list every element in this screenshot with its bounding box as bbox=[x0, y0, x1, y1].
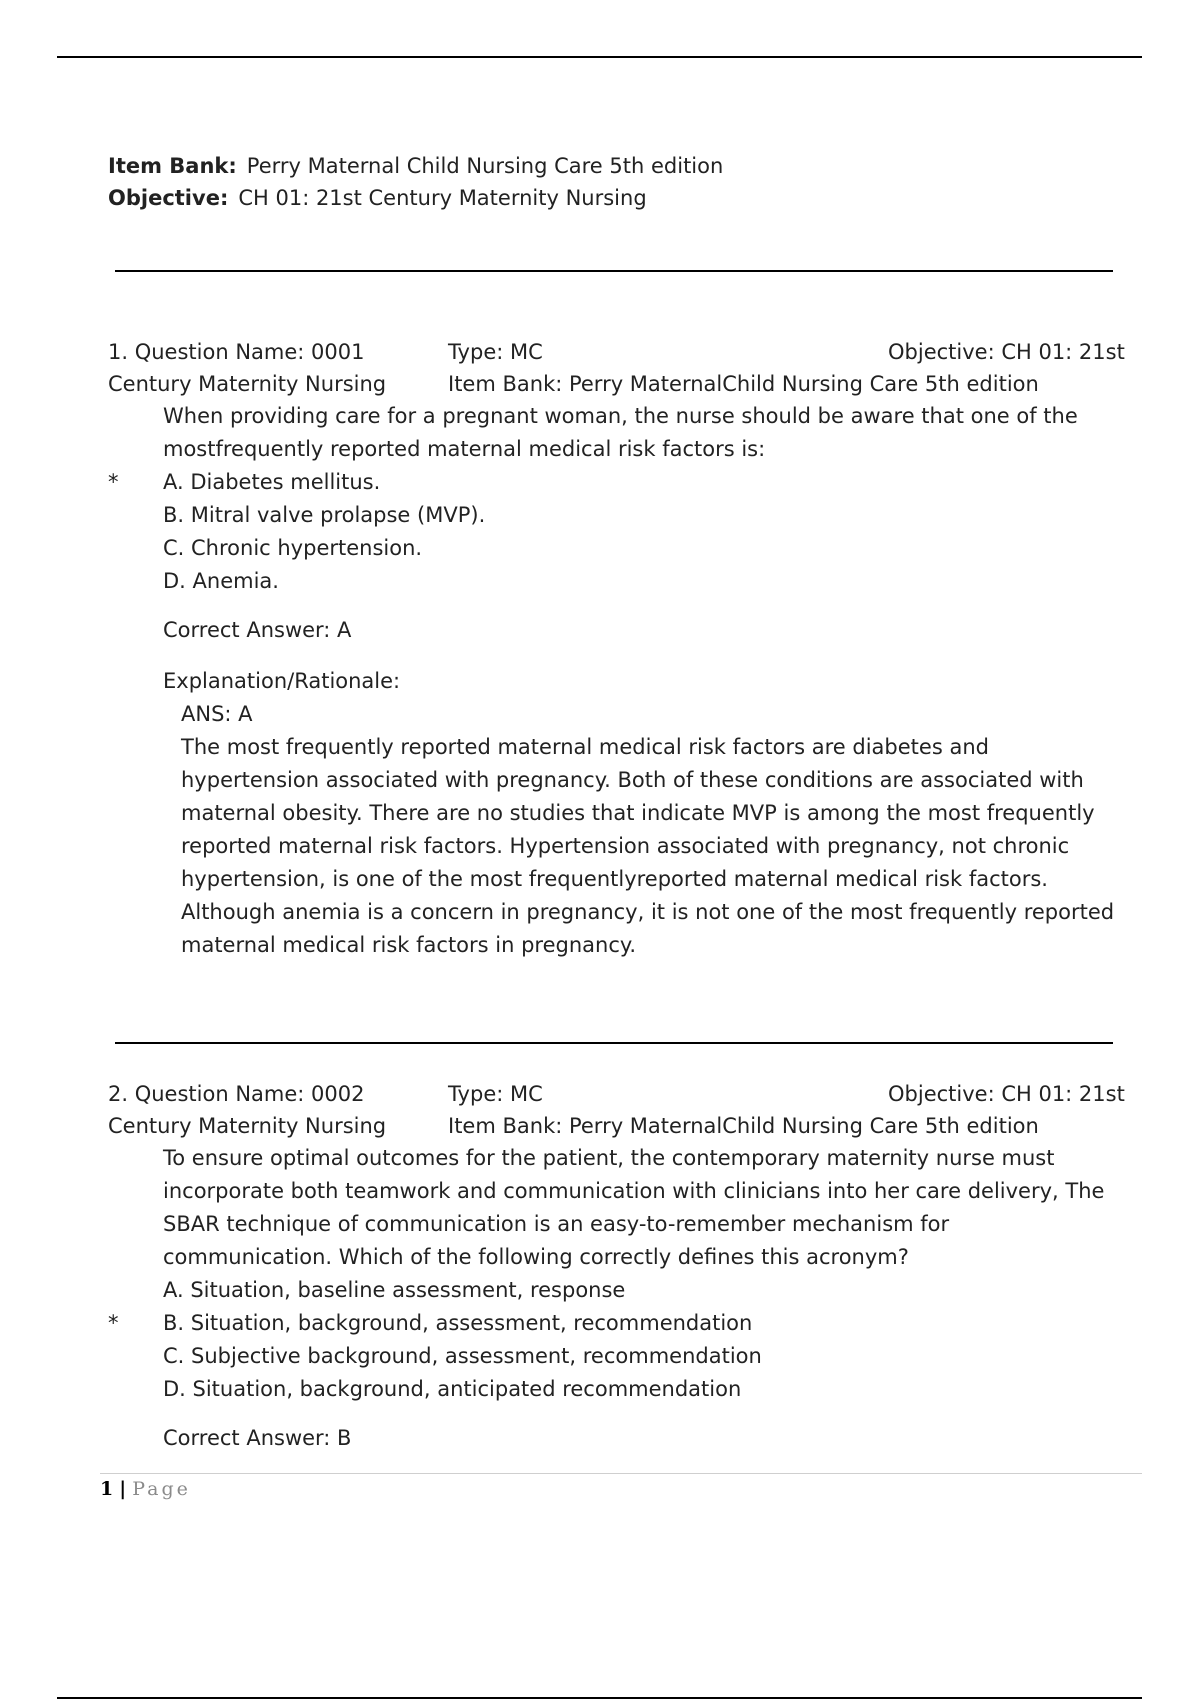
option-c[interactable] bbox=[163, 1340, 1118, 1373]
question-type: Type: MC bbox=[448, 1082, 543, 1106]
question-separator bbox=[115, 1042, 1113, 1044]
question-item-bank: Item Bank: Perry MaternalChild Nursing Care 5th edition bbox=[448, 372, 1039, 396]
question-meta bbox=[108, 336, 1125, 400]
question-1 bbox=[108, 336, 1125, 962]
question-objective-cont: Century Maternity Nursing bbox=[108, 1114, 387, 1138]
explanation-text: The most frequently reported maternal medical risk factors are diabetes and hypertension associated with pregnancy. Both of these conditions are associated with maternal obesity. There are no studies that indicate MVP is among the most frequently reported maternal risk factors. Hypertension associated with pregnancy, not chronic hypertension, is one of the most frequentlyreported maternal medical risk factors. Although anemia is a concern in pregnancy, it is not one of the most frequently reported maternal medical risk factors in pregnancy. bbox=[181, 735, 1115, 957]
question-2 bbox=[108, 1078, 1125, 1455]
option-a[interactable] bbox=[163, 1274, 1118, 1307]
question-item-bank: Item Bank: Perry MaternalChild Nursing Care 5th edition bbox=[448, 1114, 1039, 1138]
correct-answer: Correct Answer: A bbox=[163, 618, 352, 642]
question-stem: When providing care for a pregnant woman, the nurse should be aware that one of the mostfrequently reported maternal medical risk factors is: bbox=[163, 404, 1078, 461]
question-stem: To ensure optimal outcomes for the patient, the contemporary maternity nurse must incorporate both teamwork and communication with clinicians into her care delivery, The SBAR technique of communication is an easy-to-remember mechanism for communication. Which of the following correctly defines this acronym? bbox=[163, 1146, 1105, 1269]
explanation-title: Explanation/Rationale: bbox=[163, 669, 401, 693]
page-separator: | bbox=[119, 1478, 127, 1500]
question-objective: Objective: CH 01: 21st bbox=[888, 340, 1125, 364]
option-text: B. Situation, background, assessment, recommendation bbox=[163, 1311, 753, 1335]
option-b[interactable] bbox=[163, 499, 1118, 532]
objective-label: Objective: bbox=[108, 186, 229, 210]
option-d[interactable] bbox=[163, 1373, 1118, 1406]
option-text: C. Subjective background, assessment, recommendation bbox=[163, 1344, 762, 1368]
question-objective-cont: Century Maternity Nursing bbox=[108, 372, 387, 396]
correct-answer: Correct Answer: B bbox=[163, 1426, 352, 1450]
question-type: Type: MC bbox=[448, 340, 543, 364]
option-b[interactable] bbox=[108, 1307, 1118, 1340]
question-meta bbox=[108, 1078, 1125, 1142]
page-footer bbox=[100, 1478, 191, 1500]
answer-options bbox=[108, 1274, 1118, 1406]
answer-key: ANS: A bbox=[181, 702, 253, 726]
question-separator bbox=[115, 270, 1113, 272]
bottom-rule bbox=[57, 1697, 1142, 1699]
option-text: A. Diabetes mellitus. bbox=[163, 470, 381, 494]
option-text: B. Mitral valve prolapse (MVP). bbox=[163, 503, 486, 527]
item-bank-value: Perry Maternal Child Nursing Care 5th edition bbox=[246, 154, 724, 178]
option-text: A. Situation, baseline assessment, response bbox=[163, 1278, 626, 1302]
option-c[interactable] bbox=[163, 532, 1118, 565]
correct-marker: * bbox=[108, 1311, 119, 1335]
document-header bbox=[108, 150, 723, 214]
option-text: D. Situation, background, anticipated recommendation bbox=[163, 1377, 742, 1401]
answer-options bbox=[108, 466, 1118, 598]
option-a[interactable] bbox=[108, 466, 1118, 499]
item-bank-row bbox=[108, 150, 723, 182]
question-name: 1. Question Name: 0001 bbox=[108, 340, 365, 364]
question-objective: Objective: CH 01: 21st bbox=[888, 1082, 1125, 1106]
correct-marker: * bbox=[108, 470, 119, 494]
question-name: 2. Question Name: 0002 bbox=[108, 1082, 365, 1106]
footer-rule bbox=[100, 1473, 1142, 1474]
option-text: D. Anemia. bbox=[163, 569, 279, 593]
page-number: 1 bbox=[100, 1478, 114, 1500]
item-bank-label: Item Bank: bbox=[108, 154, 237, 178]
option-text: C. Chronic hypertension. bbox=[163, 536, 423, 560]
option-d[interactable] bbox=[163, 565, 1118, 598]
top-rule bbox=[57, 56, 1142, 58]
objective-row bbox=[108, 182, 723, 214]
page-word: Page bbox=[132, 1478, 191, 1500]
objective-value: CH 01: 21st Century Maternity Nursing bbox=[238, 186, 647, 210]
